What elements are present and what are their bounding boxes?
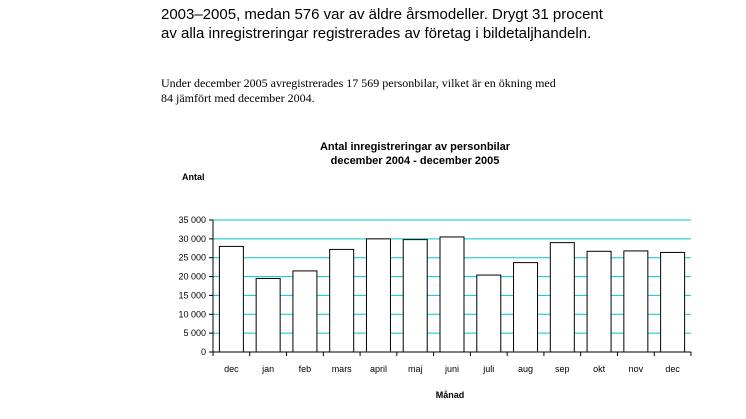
x-tick-label: aug <box>518 364 534 374</box>
y-tick-label: 10 000 <box>178 309 206 320</box>
bar-mars <box>330 249 354 352</box>
x-tick-label: dec <box>665 364 680 374</box>
body-line-2: 84 jämfört med december 2004. <box>161 91 315 105</box>
x-tick-label: nov <box>628 364 644 374</box>
intro-line-2: av alla inregistreringar registrerades av företag i bildetaljhandeln. <box>161 25 592 42</box>
y-tick-label: 25 000 <box>178 252 206 263</box>
bar-jan <box>256 278 280 352</box>
bar-dec <box>219 246 243 352</box>
x-tick-label: juli <box>483 364 495 374</box>
bar-aug <box>514 263 538 352</box>
x-tick-label: april <box>369 364 387 374</box>
x-tick-label: okt <box>593 364 606 374</box>
x-tick-label: juni <box>444 364 460 374</box>
x-tick-label: dec <box>224 364 239 374</box>
bar-juni <box>440 237 464 352</box>
x-tick-label: jan <box>262 364 275 374</box>
y-tick-labels <box>178 215 206 357</box>
chart-title: Antal inregistreringar av personbilar <box>319 141 511 153</box>
bar-feb <box>293 271 317 352</box>
intro-line-1: 2003–2005, medan 576 var av äldre årsmodeller. Drygt 31 procent <box>161 6 603 23</box>
bar-sep <box>550 243 574 352</box>
bar-dec <box>661 252 685 352</box>
chart-subtitle: december 2004 - december 2005 <box>330 155 500 167</box>
bar-april <box>366 239 390 352</box>
x-axis-label: Månad <box>435 390 465 400</box>
y-tick-label: 5 000 <box>183 328 206 339</box>
bar-nov <box>624 251 648 352</box>
y-tick-label: 15 000 <box>178 290 206 301</box>
y-tick-label: 30 000 <box>178 233 206 244</box>
y-tick-label: 0 <box>200 347 206 357</box>
x-tick-label: maj <box>407 364 423 374</box>
y-tick-label: 20 000 <box>178 271 206 282</box>
y-axis-label: Antal <box>182 172 205 182</box>
x-tick-label: feb <box>298 364 312 374</box>
y-tick-label: 35 000 <box>178 215 206 225</box>
x-tick-label: mars <box>331 364 352 374</box>
x-tick-label: sep <box>555 364 570 374</box>
bar-okt <box>587 251 611 352</box>
bar-juli <box>477 275 501 352</box>
bars <box>219 237 684 352</box>
body-line-1: Under december 2005 avregistrerades 17 569 personbilar, vilket är en ökning med <box>161 76 556 90</box>
x-tick-labels <box>224 364 680 374</box>
bar-maj <box>403 240 427 352</box>
